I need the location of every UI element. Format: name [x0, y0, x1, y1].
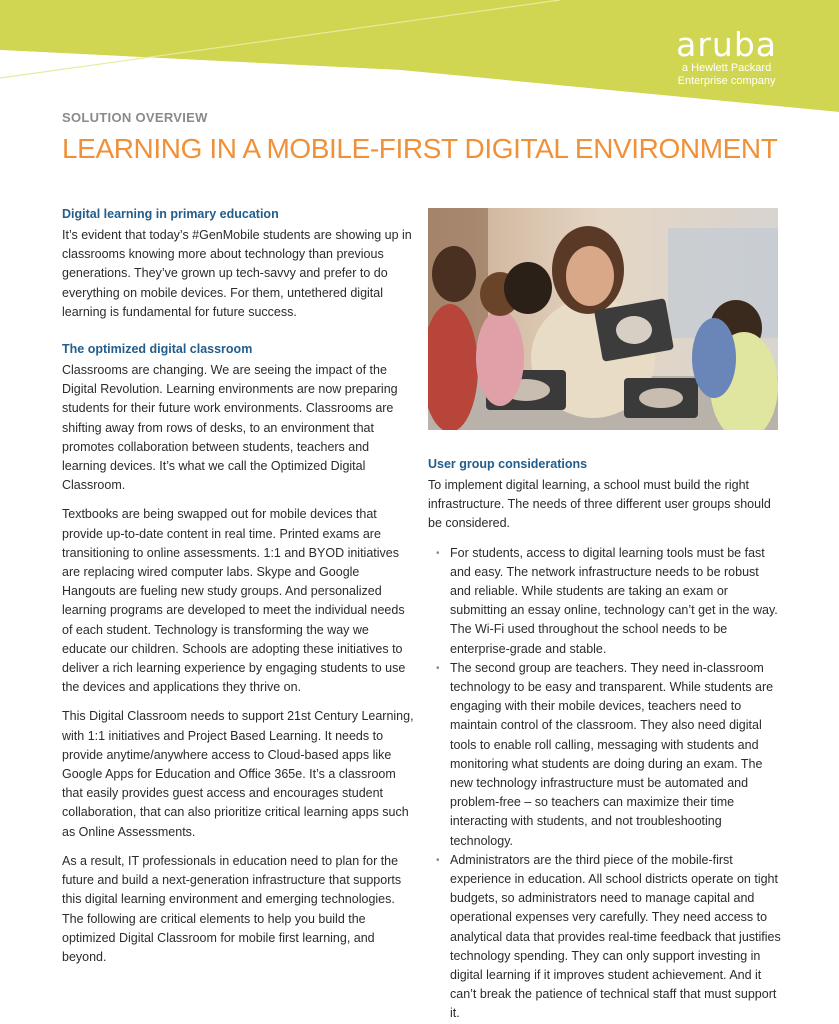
paragraph: This Digital Classroom needs to support 21st Century Learning, with 1:1 initiatives and Project Based Learning. It needs to provide anytime/anywhere access to Cloud-based apps like Google Apps for Education and Office 365e. It’s a classroom that easily provides guest access and encourages student collaboration, that can also prioritize critical learning apps such as Online Assessments. — [62, 709, 414, 839]
user-group-list — [428, 544, 783, 1024]
tablet-screen-planet — [639, 388, 683, 408]
teacher-face — [566, 246, 614, 306]
classroom-photo — [428, 208, 778, 430]
section-heading-optimized-classroom: The optimized digital classroom — [62, 342, 253, 357]
section-heading-digital-learning: Digital learning in primary education — [62, 207, 279, 221]
right-column — [428, 455, 783, 1024]
classroom-photo-illustration — [428, 208, 778, 430]
student-left-hair — [432, 246, 476, 302]
list-item-administrators: • Administrators are the third piece of the mobile-first experience in education. All school districts operate on tight budgets, so administrators need to manage capital and operational expenses very carefully. They need access to analytical data that provides real-time feedback that justifies technology spending. They can only support investing in digital learning if it improves student achievement. And it can’t break the patience of technical staff that must support it. — [428, 851, 783, 1024]
student-right-shirt-blue — [692, 318, 736, 398]
brand-tagline-line-2: Enterprise company — [677, 75, 776, 87]
paragraph: As a result, IT professionals in education need to plan for the future and build a next-generation infrastructure that supports this digital learning environment and emerging technologies. The following are critical elements to help you build the optimized Digital Classroom for mobile first learning, and beyond. — [62, 853, 402, 964]
page-title: LEARNING IN A MOBILE-FIRST DIGITAL ENVIRONMENT — [62, 133, 778, 164]
brand-lockup — [676, 25, 777, 88]
student-shirt — [476, 310, 524, 406]
paragraph: Classrooms are changing. We are seeing the impact of the Digital Revolution. Learning environments are now preparing students for their future work environments. Classrooms are shifting away from rows of desks, to an environment that promotes collaboration between students, teachers and learning devices. It’s what we call the Optimized Digital Classroom. — [62, 363, 398, 493]
student-hair — [504, 262, 552, 314]
header-band — [0, 0, 839, 112]
paragraph: It’s evident that today’s #GenMobile students are showing up in classrooms knowing more about technology than previous generations. They’ve grown up tech-savvy and prefer to do everything on mobile devices. For them, untethered digital learning is fundamental for future success. — [62, 228, 412, 319]
eyebrow-label: SOLUTION OVERVIEW — [62, 110, 208, 125]
paragraph: To implement digital learning, a school must build the right infrastructure. The needs of three different user groups should be considered. — [428, 478, 771, 531]
section-heading-user-groups: User group considerations — [428, 457, 588, 471]
tablet-screen-planet — [616, 316, 652, 344]
left-column — [62, 205, 414, 967]
brand-tagline-line-1: a Hewlett Packard — [681, 62, 772, 74]
list-item-students: • For students, access to digital learning tools must be fast and easy. The network infrastructure needs to be robust and reliable. While students are taking an exam or submitting an essay online, technology can’t get in the way. The Wi-Fi used throughout the school needs to be enterprise-grade and stable. — [428, 544, 783, 659]
paragraph: Textbooks are being swapped out for mobile devices that provide up-to-date content in real time. Printed exams are transitioning to online assessments. 1:1 and BYOD initiatives are replacing wired computer labs. Skype and Google Hangouts are fueling new study groups. And personalized learning programs are developed to meet the individual needs of each student. Technology is transforming the way we educate our children. Schools are adopting these initiatives to deliver a rich learning experience by engaging students to use the devices and applications they thrive on. — [62, 507, 406, 695]
list-item-teachers: • The second group are teachers. They need in-classroom technology to be easy and transparent. While students are engaging with their mobile devices, teachers need to maintain control of the classroom. They also need digital tools to enable roll calling, messaging with students and monitoring what students are doing during an exam. The new technology infrastructure must be automated and problem-free – so teachers can maximize their time interacting with students, and not troubleshooting technology. — [428, 659, 783, 851]
aruba-logo: aruba — [676, 25, 777, 64]
